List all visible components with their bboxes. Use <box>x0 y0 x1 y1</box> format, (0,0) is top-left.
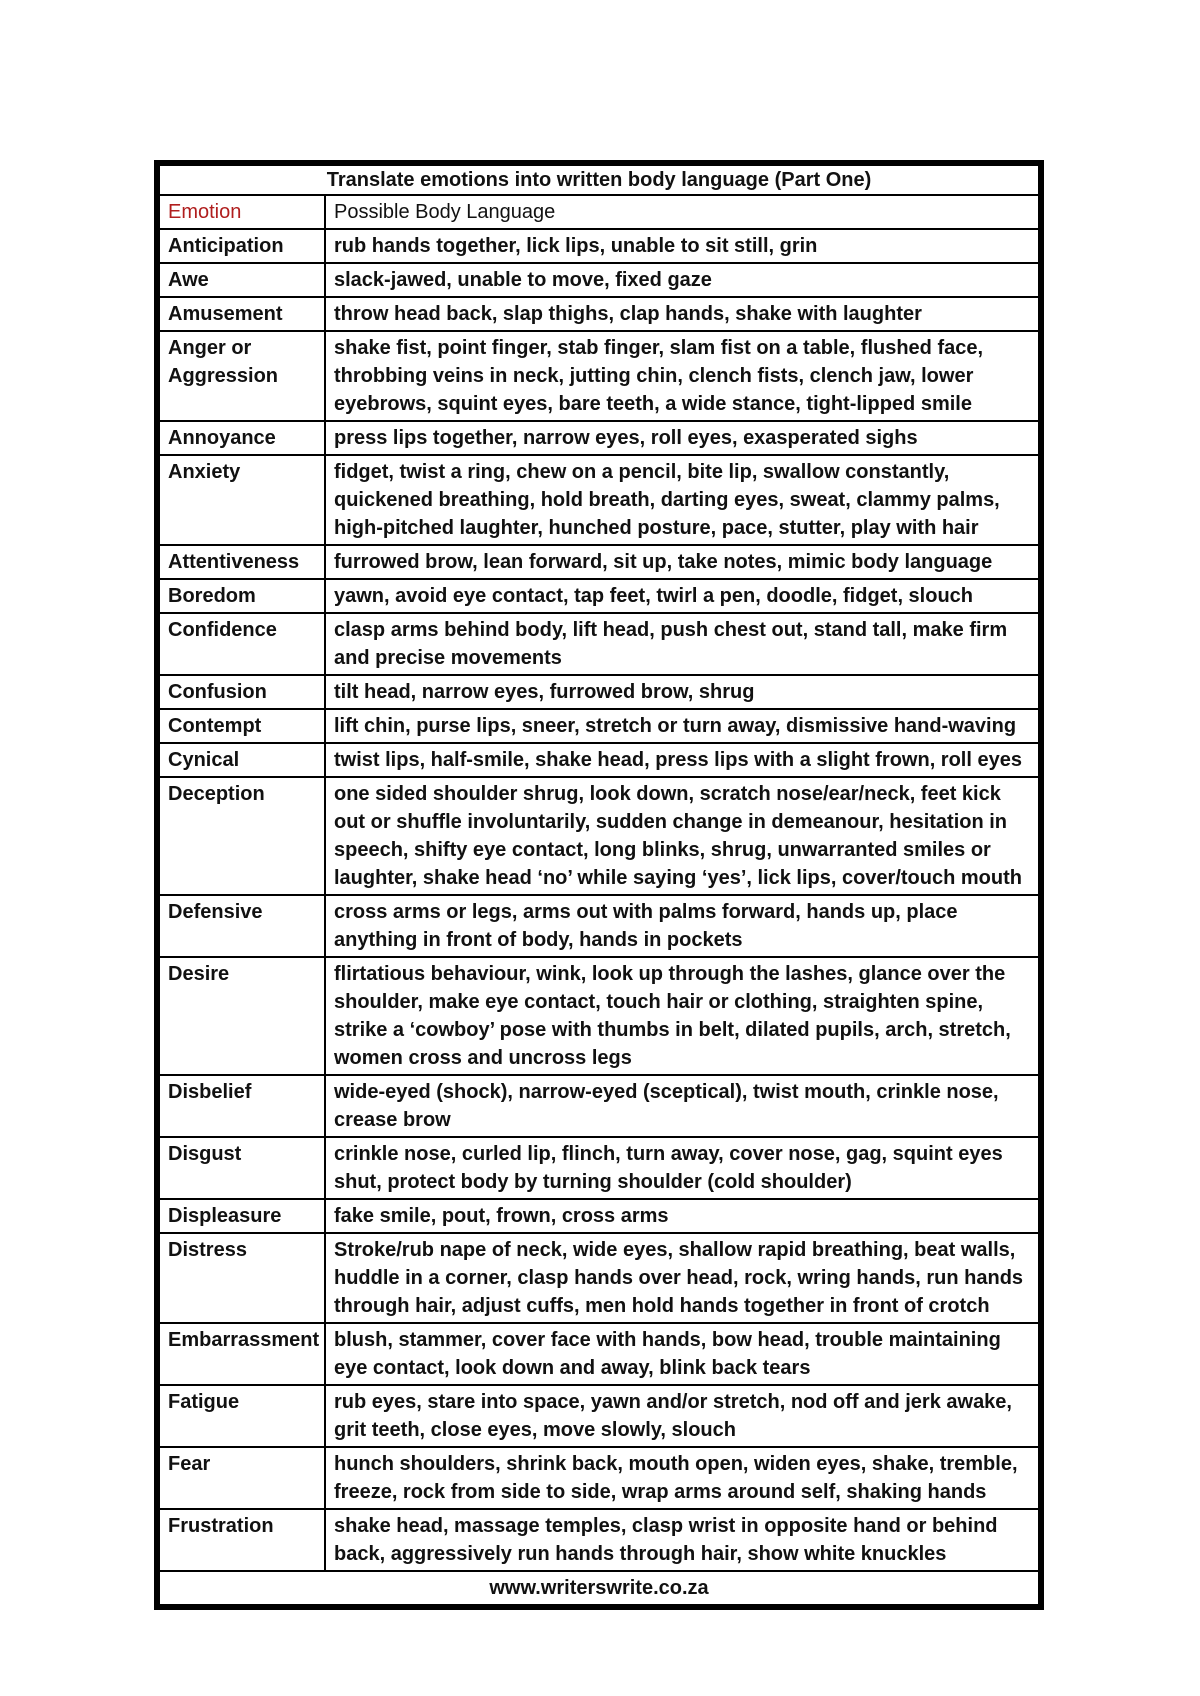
table-row <box>157 613 1041 675</box>
emotion-chart-sheet <box>154 160 1044 1610</box>
emotion-cell: Awe <box>157 263 325 297</box>
table-row <box>157 1447 1041 1509</box>
body-language-cell: slack-jawed, unable to move, fixed gaze <box>325 263 1041 297</box>
table-title: Translate emotions into written body language (Part One) <box>157 163 1041 195</box>
table-row <box>157 1323 1041 1385</box>
table-row <box>157 1509 1041 1571</box>
emotion-cell: Amusement <box>157 297 325 331</box>
body-language-cell: fake smile, pout, frown, cross arms <box>325 1199 1041 1233</box>
body-language-cell: rub eyes, stare into space, yawn and/or stretch, nod off and jerk awake, grit teeth, close eyes, move slowly, slouch <box>325 1385 1041 1447</box>
emotion-cell: Deception <box>157 777 325 895</box>
body-language-cell: rub hands together, lick lips, unable to sit still, grin <box>325 229 1041 263</box>
emotion-cell: Confusion <box>157 675 325 709</box>
table-row <box>157 895 1041 957</box>
footer-row <box>157 1571 1041 1607</box>
body-language-cell: crinkle nose, curled lip, flinch, turn away, cover nose, gag, squint eyes shut, protect body by turning shoulder (cold shoulder) <box>325 1137 1041 1199</box>
emotion-cell: Confidence <box>157 613 325 675</box>
emotion-cell: Disbelief <box>157 1075 325 1137</box>
body-language-cell: yawn, avoid eye contact, tap feet, twirl a pen, doodle, fidget, slouch <box>325 579 1041 613</box>
body-language-cell: one sided shoulder shrug, look down, scratch nose/ear/neck, feet kick out or shuffle involuntarily, sudden change in demeanour, hesitation in speech, shifty eye contact, long blinks, shrug, unwarranted smiles or laughter, shake head ‘no’ while saying ‘yes’, lick lips, cover/touch mouth <box>325 777 1041 895</box>
emotion-cell: Anxiety <box>157 455 325 545</box>
body-language-cell: shake head, massage temples, clasp wrist in opposite hand or behind back, aggressively run hands through hair, show white knuckles <box>325 1509 1041 1571</box>
emotion-cell: Desire <box>157 957 325 1075</box>
body-language-cell: throw head back, slap thighs, clap hands, shake with laughter <box>325 297 1041 331</box>
emotion-cell: Defensive <box>157 895 325 957</box>
header-row <box>157 195 1041 229</box>
table-row <box>157 455 1041 545</box>
body-language-cell: twist lips, half-smile, shake head, press lips with a slight frown, roll eyes <box>325 743 1041 777</box>
table-row <box>157 331 1041 421</box>
table-row <box>157 1199 1041 1233</box>
emotion-cell: Frustration <box>157 1509 325 1571</box>
emotion-cell: Fatigue <box>157 1385 325 1447</box>
table-row <box>157 1137 1041 1199</box>
emotion-table <box>154 160 1044 1610</box>
table-row <box>157 421 1041 455</box>
body-language-cell: tilt head, narrow eyes, furrowed brow, shrug <box>325 675 1041 709</box>
emotion-table-body <box>157 163 1041 1607</box>
body-language-cell: fidget, twist a ring, chew on a pencil, bite lip, swallow constantly, quickened breathing, hold breath, darting eyes, sweat, clammy palms, high-pitched laughter, hunched posture, pace, stutter, play with hair <box>325 455 1041 545</box>
table-row <box>157 545 1041 579</box>
body-language-cell: hunch shoulders, shrink back, mouth open, widen eyes, shake, tremble, freeze, rock from side to side, wrap arms around self, shaking hands <box>325 1447 1041 1509</box>
emotion-cell: Anticipation <box>157 229 325 263</box>
body-language-column-header: Possible Body Language <box>325 195 1041 229</box>
table-row <box>157 743 1041 777</box>
table-row <box>157 777 1041 895</box>
body-language-cell: lift chin, purse lips, sneer, stretch or turn away, dismissive hand-waving <box>325 709 1041 743</box>
emotion-cell: Displeasure <box>157 1199 325 1233</box>
body-language-cell: shake fist, point finger, stab finger, slam fist on a table, flushed face, throbbing veins in neck, jutting chin, clench fists, clench jaw, lower eyebrows, squint eyes, bare teeth, a wide stance, tight-lipped smile <box>325 331 1041 421</box>
body-language-cell: flirtatious behaviour, wink, look up through the lashes, glance over the shoulder, make eye contact, touch hair or clothing, straighten spine, strike a ‘cowboy’ pose with thumbs in belt, dilated pupils, arch, stretch, women cross and uncross legs <box>325 957 1041 1075</box>
body-language-cell: blush, stammer, cover face with hands, bow head, trouble maintaining eye contact, look down and away, blink back tears <box>325 1323 1041 1385</box>
table-row <box>157 263 1041 297</box>
table-row <box>157 579 1041 613</box>
table-row <box>157 957 1041 1075</box>
body-language-cell: furrowed brow, lean forward, sit up, take notes, mimic body language <box>325 545 1041 579</box>
emotion-cell: Annoyance <box>157 421 325 455</box>
table-row <box>157 1233 1041 1323</box>
website-footer: www.writerswrite.co.za <box>157 1571 1041 1607</box>
body-language-cell: Stroke/rub nape of neck, wide eyes, shallow rapid breathing, beat walls, huddle in a corner, clasp hands over head, rock, wring hands, run hands through hair, adjust cuffs, men hold hands together in front of crotch <box>325 1233 1041 1323</box>
emotion-cell: Embarrassment <box>157 1323 325 1385</box>
emotion-cell: Contempt <box>157 709 325 743</box>
emotion-cell: Anger or Aggression <box>157 331 325 421</box>
body-language-cell: wide-eyed (shock), narrow-eyed (sceptical), twist mouth, crinkle nose, crease brow <box>325 1075 1041 1137</box>
table-row <box>157 1075 1041 1137</box>
emotion-cell: Boredom <box>157 579 325 613</box>
emotion-cell: Attentiveness <box>157 545 325 579</box>
body-language-cell: cross arms or legs, arms out with palms forward, hands up, place anything in front of body, hands in pockets <box>325 895 1041 957</box>
table-row <box>157 229 1041 263</box>
emotion-cell: Fear <box>157 1447 325 1509</box>
emotion-cell: Distress <box>157 1233 325 1323</box>
emotion-column-header: Emotion <box>157 195 325 229</box>
body-language-cell: press lips together, narrow eyes, roll eyes, exasperated sighs <box>325 421 1041 455</box>
body-language-cell: clasp arms behind body, lift head, push chest out, stand tall, make firm and precise movements <box>325 613 1041 675</box>
emotion-cell: Cynical <box>157 743 325 777</box>
table-row <box>157 297 1041 331</box>
title-row <box>157 163 1041 195</box>
table-row <box>157 1385 1041 1447</box>
table-row <box>157 709 1041 743</box>
table-row <box>157 675 1041 709</box>
emotion-cell: Disgust <box>157 1137 325 1199</box>
